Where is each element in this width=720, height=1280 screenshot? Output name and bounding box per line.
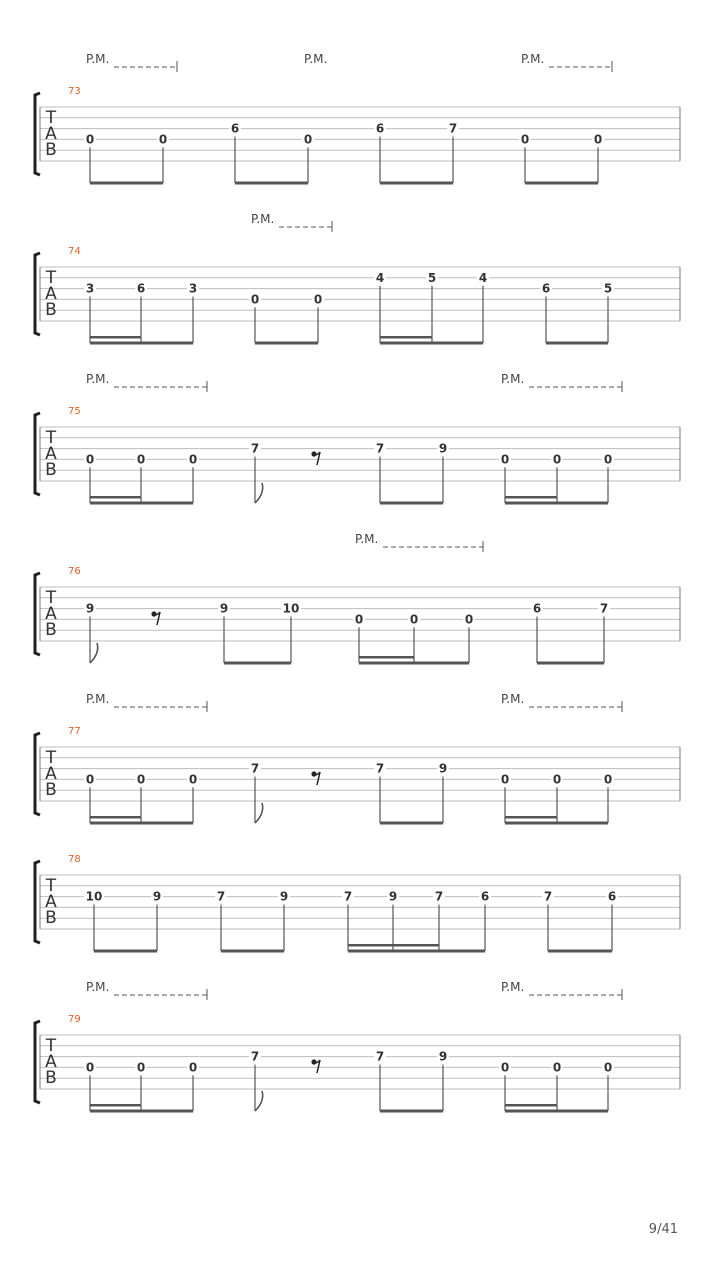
fret-number: 0 — [500, 452, 510, 467]
tab-clef-letter: A — [45, 124, 57, 144]
fret-number: 0 — [158, 132, 168, 147]
tab-clef-letter: T — [45, 876, 57, 896]
system-bracket — [35, 861, 40, 943]
fret-number: 6 — [230, 121, 240, 136]
beam-secondary — [505, 496, 557, 499]
fret-number: 10 — [85, 889, 103, 904]
fret-number: 7 — [599, 601, 609, 616]
fret-number: 7 — [375, 1049, 385, 1064]
fret-number: 0 — [552, 1060, 562, 1075]
tab-clef-letter: T — [45, 1036, 57, 1056]
fret-number: 0 — [603, 1060, 613, 1075]
measure-number: 76 — [68, 566, 81, 577]
eighth-rest — [311, 451, 316, 456]
fret-number: 9 — [388, 889, 398, 904]
system-bracket — [35, 93, 40, 175]
measure-number: 79 — [68, 1014, 81, 1025]
fret-number: 0 — [136, 1060, 146, 1075]
note-flag — [255, 803, 263, 823]
beam — [348, 950, 485, 953]
fret-number: 0 — [136, 772, 146, 787]
beam — [548, 950, 612, 953]
beam — [525, 182, 598, 185]
fret-number: 9 — [279, 889, 289, 904]
fret-number: 0 — [603, 772, 613, 787]
system-bracket — [35, 733, 40, 815]
palm-mute-label: P.M. — [501, 980, 525, 994]
beam — [380, 502, 443, 505]
palm-mute-label: P.M. — [251, 212, 275, 226]
fret-number: 0 — [188, 1060, 198, 1075]
beam-secondary — [90, 1104, 141, 1107]
fret-number: 6 — [541, 281, 551, 296]
fret-number: 0 — [552, 772, 562, 787]
beam-secondary — [348, 944, 439, 947]
eighth-rest — [311, 771, 316, 776]
fret-number: 9 — [438, 761, 448, 776]
system-bracket — [35, 413, 40, 495]
fret-number: 7 — [250, 761, 260, 776]
beam — [90, 342, 193, 345]
tab-clef-letter: B — [45, 780, 57, 800]
palm-mute-label: P.M. — [86, 980, 110, 994]
fret-number: 0 — [85, 772, 95, 787]
fret-number: 0 — [552, 452, 562, 467]
tab-clef-letter: T — [45, 108, 57, 128]
tab-clef-letter: T — [45, 268, 57, 288]
palm-mute-label: P.M. — [86, 372, 110, 386]
beam — [221, 950, 284, 953]
fret-number: 0 — [464, 612, 474, 627]
palm-mute-label: P.M. — [521, 52, 545, 66]
fret-number: 0 — [85, 132, 95, 147]
tab-clef-letter: B — [45, 300, 57, 320]
fret-number: 0 — [85, 452, 95, 467]
fret-number: 10 — [282, 601, 300, 616]
fret-number: 6 — [480, 889, 490, 904]
measure-number: 77 — [68, 726, 81, 737]
beam — [94, 950, 157, 953]
fret-number: 9 — [152, 889, 162, 904]
fret-number: 0 — [303, 132, 313, 147]
fret-number: 9 — [219, 601, 229, 616]
beam — [380, 1110, 443, 1113]
tab-clef-letter: A — [45, 284, 57, 304]
beam-secondary — [90, 496, 141, 499]
beam — [359, 662, 469, 665]
measure-number: 75 — [68, 406, 81, 417]
beam — [505, 822, 608, 825]
tab-clef-letter: A — [45, 604, 57, 624]
eighth-rest — [151, 611, 156, 616]
fret-number: 4 — [478, 270, 488, 285]
beam — [90, 822, 193, 825]
fret-number: 7 — [543, 889, 553, 904]
fret-number: 0 — [500, 772, 510, 787]
fret-number: 6 — [375, 121, 385, 136]
beam — [380, 822, 443, 825]
measure-number: 78 — [68, 854, 81, 865]
fret-number: 0 — [188, 452, 198, 467]
note-flag — [90, 643, 98, 663]
fret-number: 0 — [500, 1060, 510, 1075]
fret-number: 7 — [375, 441, 385, 456]
measure-number: 74 — [68, 246, 81, 257]
fret-number: 0 — [250, 292, 260, 307]
beam-secondary — [505, 816, 557, 819]
fret-number: 7 — [375, 761, 385, 776]
beam-secondary — [90, 336, 141, 339]
fret-number: 3 — [188, 281, 198, 296]
palm-mute-label: P.M. — [501, 692, 525, 706]
fret-number: 9 — [438, 1049, 448, 1064]
fret-number: 7 — [434, 889, 444, 904]
tab-clef-letter: B — [45, 460, 57, 480]
palm-mute-label: P.M. — [304, 52, 328, 66]
palm-mute-label: P.M. — [86, 692, 110, 706]
measure-number: 73 — [68, 86, 81, 97]
fret-number: 6 — [532, 601, 542, 616]
fret-number: 7 — [448, 121, 458, 136]
fret-number: 0 — [354, 612, 364, 627]
fret-number: 7 — [343, 889, 353, 904]
tab-clef-letter: T — [45, 428, 57, 448]
fret-number: 0 — [520, 132, 530, 147]
tab-clef-letter: A — [45, 764, 57, 784]
palm-mute-label: P.M. — [86, 52, 110, 66]
fret-number: 0 — [188, 772, 198, 787]
fret-number: 4 — [375, 270, 385, 285]
beam-secondary — [505, 1104, 557, 1107]
tab-clef-letter: A — [45, 444, 57, 464]
tab-clef-letter: A — [45, 892, 57, 912]
fret-number: 0 — [603, 452, 613, 467]
fret-number: 9 — [438, 441, 448, 456]
tab-clef-letter: B — [45, 620, 57, 640]
fret-number: 5 — [427, 270, 437, 285]
beam — [546, 342, 608, 345]
beam — [380, 342, 483, 345]
fret-number: 7 — [216, 889, 226, 904]
beam-secondary — [380, 336, 432, 339]
beam — [235, 182, 308, 185]
beam — [90, 502, 193, 505]
tab-clef-letter: B — [45, 1068, 57, 1088]
beam — [224, 662, 291, 665]
eighth-rest — [311, 1059, 316, 1064]
fret-number: 9 — [85, 601, 95, 616]
fret-number: 7 — [250, 441, 260, 456]
beam — [537, 662, 604, 665]
tab-clef-letter: T — [45, 588, 57, 608]
tab-clef-letter: B — [45, 908, 57, 928]
note-flag — [255, 483, 263, 503]
palm-mute-label: P.M. — [501, 372, 525, 386]
system-bracket — [35, 573, 40, 655]
fret-number: 7 — [250, 1049, 260, 1064]
system-bracket — [35, 1021, 40, 1103]
fret-number: 3 — [85, 281, 95, 296]
fret-number: 0 — [85, 1060, 95, 1075]
palm-mute-label: P.M. — [355, 532, 379, 546]
fret-number: 0 — [593, 132, 603, 147]
beam-secondary — [359, 656, 414, 659]
beam-secondary — [90, 816, 141, 819]
fret-number: 6 — [136, 281, 146, 296]
tab-clef-letter: B — [45, 140, 57, 160]
fret-number: 5 — [603, 281, 613, 296]
beam — [90, 182, 163, 185]
note-flag — [255, 1091, 263, 1111]
beam — [255, 342, 318, 345]
system-bracket — [35, 253, 40, 335]
tab-clef-letter: T — [45, 748, 57, 768]
fret-number: 0 — [313, 292, 323, 307]
beam — [380, 182, 453, 185]
page-number: 9/41 — [648, 1222, 678, 1237]
beam — [505, 1110, 608, 1113]
fret-number: 0 — [136, 452, 146, 467]
beam — [505, 502, 608, 505]
tab-clef-letter: A — [45, 1052, 57, 1072]
beam — [90, 1110, 193, 1113]
fret-number: 6 — [607, 889, 617, 904]
fret-number: 0 — [409, 612, 419, 627]
